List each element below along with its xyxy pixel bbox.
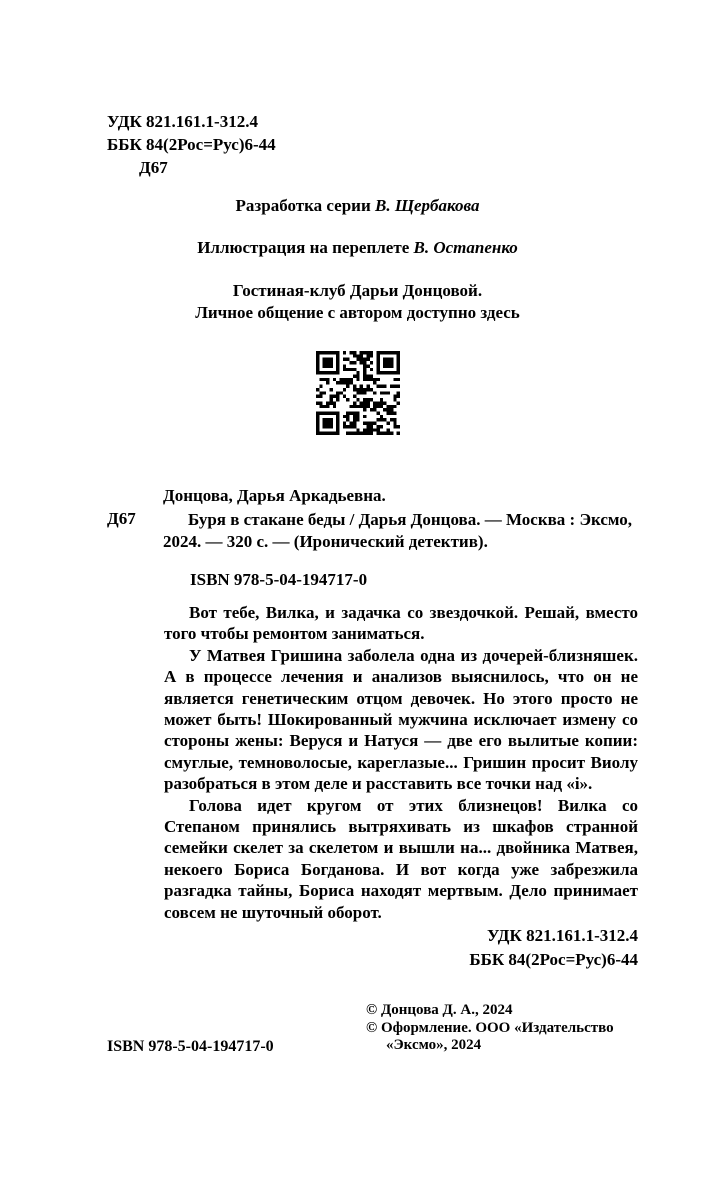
bbk-code-bottom: ББК 84(2Рос=Рус)6-44 <box>469 949 638 969</box>
series-designer-name: В. Щербакова <box>374 196 480 215</box>
author-club-line2: Личное общение с автором доступно здесь <box>195 302 520 322</box>
author-sign-code-top: Д67 <box>139 158 168 177</box>
copyright-author: © Донцова Д. А., 2024 <box>366 1002 513 1018</box>
copyright-publisher-line1: © Оформление. ООО «Издательство <box>366 1019 614 1036</box>
isbn-bottom: ISBN 978-5-04-194717-0 <box>107 1038 274 1055</box>
qr-code-container <box>0 351 715 435</box>
udk-code-bottom: УДК 821.161.1-312.4 <box>487 926 638 945</box>
cover-illustration-label: Иллюстрация на переплете <box>197 238 414 257</box>
bbk-code-top: ББК 84(2Рос=Рус)6-44 <box>107 135 276 154</box>
bottom-bibliographic-codes <box>469 924 638 971</box>
series-design-credit <box>0 196 715 216</box>
annotation-paragraph: У Матвея Гришина заболела одна из дочерей-близняшек. А в процессе лечения и анализов выяснилось, что он не является генетическим отцом девочек. Но этого просто не может быть! Шокированный мужчина исключает измену со стороны жены: Веруся и Натуся — две его вылитые копии: смуглые, темноволосые, кареглазые... Гришин просит Виолу разобраться в этом деле и расставить все точки над «i». <box>164 645 638 794</box>
copyright-publisher-line2: «Эксмо», 2024 <box>386 1037 482 1053</box>
annotation-paragraph: Вот тебе, Вилка, и задачка со звездочкой. Решай, вместо того чтобы ремонтом заниматься. <box>164 603 638 644</box>
annotation-paragraph: Голова идет кругом от этих близнецов! Вилка со Степаном принялись вытряхивать из шкафов странной семейки скелет за скелетом и вышли на... двойника Матвея, некоего Бориса Богданова. И вот когда уже забрезжила разгадка тайны, Бориса находят мертвым. Дело принимает совсем не шуточный оборот. <box>164 795 638 922</box>
catalog-author-sign-code: Д67 <box>107 509 136 528</box>
catalog-isbn: ISBN 978-5-04-194717-0 <box>190 570 368 589</box>
catalog-author: Донцова, Дарья Аркадьевна. <box>163 486 386 505</box>
book-annotation <box>164 602 638 923</box>
author-club-note <box>0 280 715 323</box>
series-design-label: Разработка серии <box>235 196 375 215</box>
copyright-block <box>366 1002 614 1055</box>
qr-code-icon <box>316 351 400 435</box>
cover-illustration-credit <box>0 238 715 258</box>
cover-illustrator-name: В. Остапенко <box>413 238 518 257</box>
top-bibliographic-codes <box>107 110 276 179</box>
author-club-line1: Гостиная-клуб Дарьи Донцовой. <box>232 281 483 300</box>
catalog-entry: Буря в стакане беды / Дарья Донцова. — Москва : Эксмо, 2024. — 320 с. — (Иронический детектив). <box>163 510 633 551</box>
udk-code-top: УДК 821.161.1-312.4 <box>107 112 258 131</box>
